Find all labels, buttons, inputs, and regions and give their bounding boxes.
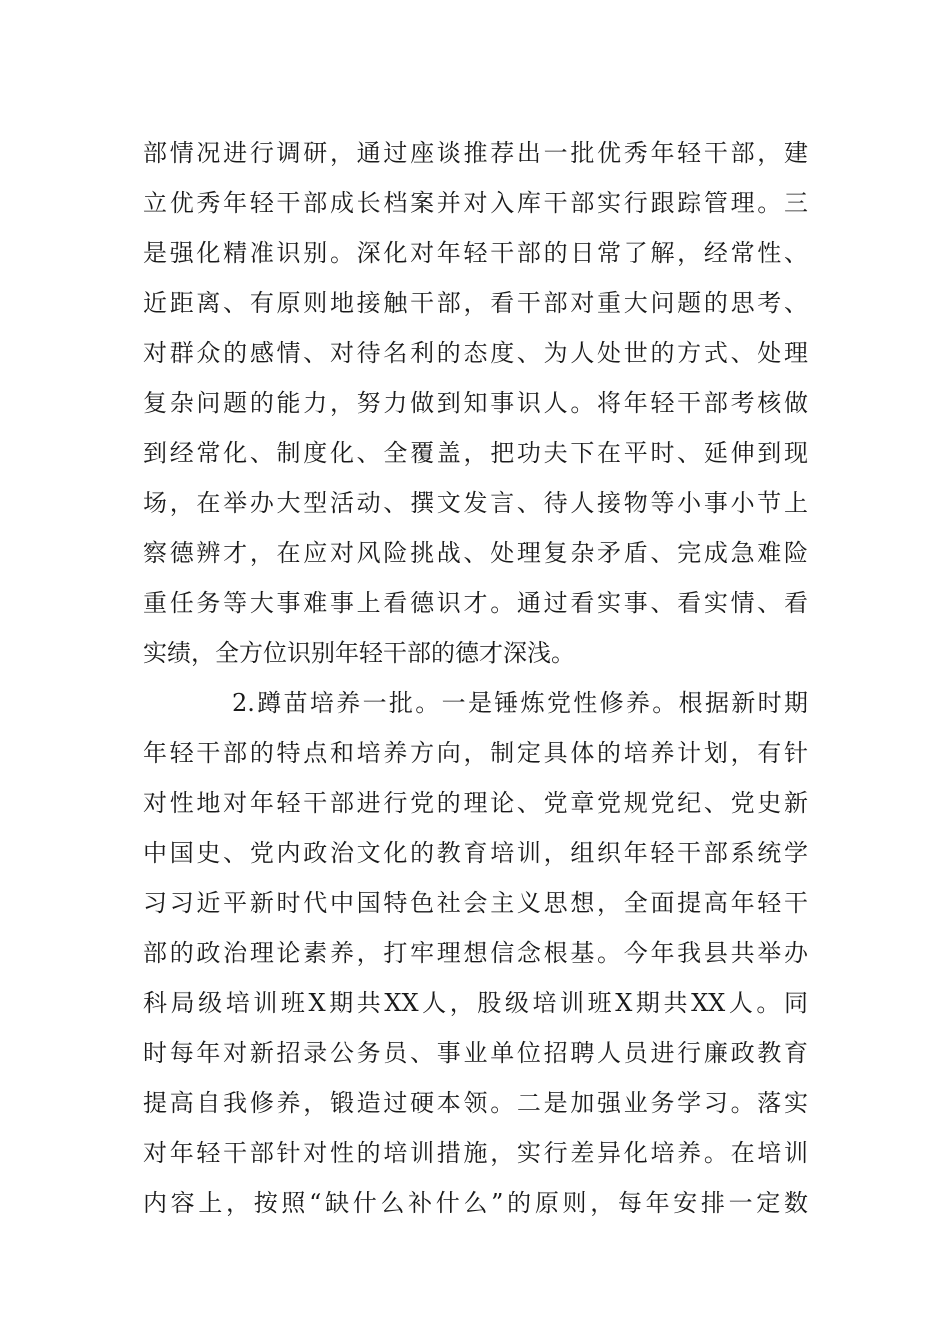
text-line: 复杂问题的能力，努力做到知事识人。将年轻干部考核做	[143, 389, 808, 417]
text-line: 习习近平新时代中国特色社会主义思想，全面提高年轻干	[143, 889, 808, 917]
text-line: 科局级培训班X期共XX人，股级培训班X期共XX人。同	[143, 989, 808, 1017]
text-line: 重任务等大事难事上看德识才。通过看实事、看实情、看	[143, 589, 808, 617]
text-line: 中国史、党内政治文化的教育培训，组织年轻干部系统学	[143, 839, 808, 867]
text-line: 到经常化、制度化、全覆盖，把功夫下在平时、延伸到现	[143, 439, 808, 467]
text-line: 部的政治理论素养，打牢理想信念根基。今年我县共举办	[143, 939, 808, 967]
text-line: 对性地对年轻干部进行党的理论、党章党规党纪、党史新	[143, 789, 808, 817]
text-line: 年轻干部的特点和培养方向，制定具体的培养计划，有针	[143, 739, 808, 767]
text-line-paragraph-start: 2.蹲苗培养一批。一是锤炼党性修养。根据新时期	[232, 689, 808, 717]
text-line: 内容上，按照“缺什么补什么”的原则，每年安排一定数	[143, 1189, 808, 1217]
body-text	[143, 128, 808, 1228]
text-line: 时每年对新招录公务员、事业单位招聘人员进行廉政教育	[143, 1039, 808, 1067]
text-line-paragraph-end: 实绩，全方位识别年轻干部的德才深浅。	[143, 639, 575, 667]
text-line: 提高自我修养，锻造过硬本领。二是加强业务学习。落实	[143, 1089, 808, 1117]
text-line: 对群众的感情、对待名利的态度、为人处世的方式、处理	[143, 339, 808, 367]
text-line: 察德辨才，在应对风险挑战、处理复杂矛盾、完成急难险	[143, 539, 808, 567]
text-line: 近距离、有原则地接触干部，看干部对重大问题的思考、	[143, 289, 808, 317]
text-line: 场，在举办大型活动、撰文发言、待人接物等小事小节上	[143, 489, 808, 517]
text-line: 对年轻干部针对性的培训措施，实行差异化培养。在培训	[143, 1139, 808, 1167]
text-line: 立优秀年轻干部成长档案并对入库干部实行跟踪管理。三	[143, 189, 808, 217]
text-line: 部情况进行调研，通过座谈推荐出一批优秀年轻干部，建	[143, 139, 808, 167]
text-line: 是强化精准识别。深化对年轻干部的日常了解，经常性、	[143, 239, 808, 267]
